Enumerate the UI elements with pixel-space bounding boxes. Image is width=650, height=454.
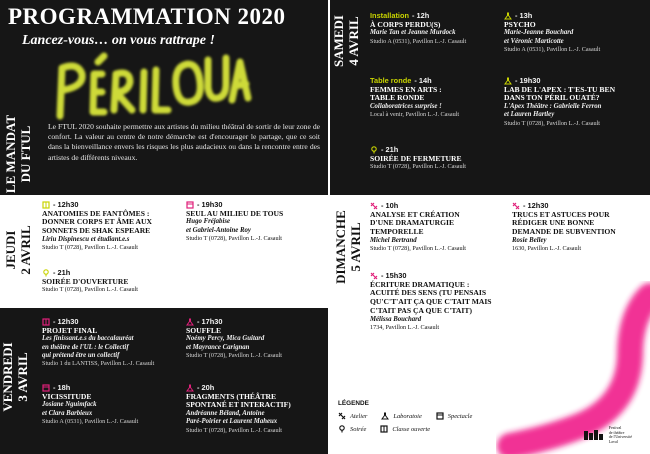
event-ecriture-dramatique: - 15h30 ÉCRITURE DRAMATIQUE : ACUITÉ DES SENS (TU PENSAIS QU'C'T'AIT ÇA QUE C'TAIT MAIS C'TAIT PAS ÇA QUE C'TAIT) Mélissa Bouchard 1734, Pavillon L.-J. Casault <box>370 271 492 331</box>
mandat-label: LE MANDAT DU FTUL <box>3 114 33 194</box>
event-a-corps-perdus: Installation - 12h À CORPS PERDU(S) Marie Tan et Jeanne Murdock Studio A (0531), Pavillon L.-J. Casault <box>370 11 467 45</box>
atelier-icon <box>338 412 346 420</box>
event-seul-au-milieu: - 19h30 SEUL AU MILIEU DE TOUS Hugo Fréjabise et Gabriel-Antoine Roy Studio T (0728), Pavillon L.-J. Casault <box>186 200 284 242</box>
vendredi-panel <box>0 308 328 454</box>
event-soiree-ouverture: - 21h SOIRÉE D'OUVERTURE Studio T (0728), Pavillon L.-J. Casault <box>42 268 139 294</box>
event-psycho: - 13h PSYCHO Marie-Jeanne Bouchard et Véronic Marticotte Studio A (0531), Pavillon L.-J. Casault <box>504 11 601 53</box>
classe-ouverte-icon <box>380 425 388 433</box>
laboratoire-icon <box>381 412 389 420</box>
samedi-panel <box>330 0 650 195</box>
spectacle-icon <box>436 412 444 420</box>
event-analyse-creation: - 10h ANALYSE ET CRÉATION D'UNE DRAMATURGIE TEMPORELLE Michel Bertrand Studio T (0728), Pavillon L.-J. Casault <box>370 201 467 253</box>
soiree-icon <box>338 425 346 433</box>
program-subtitle: Lancez-vous… on vous rattrape ! <box>22 33 215 48</box>
mandat-text: Le FTUL 2020 souhaite permettre aux artistes du milieu théâtral de sortir de leur zone de confort. La valeur au centre de notre démarche est d'encourager le partage, que ce soit dans la bienveillance envers les risques les plus audacieux ou dans la rencontre entre des artistes de différents niveaux. <box>48 122 320 162</box>
jeudi-panel <box>0 197 328 307</box>
mandat-panel <box>0 0 328 195</box>
peril-ouate-logo <box>48 44 258 124</box>
event-trucs-astuces: - 12h30 TRUCS ET ASTUCES POUR RÉDIGER UNE BONNE DEMANDE DE SUBVENTION Rosie Belley 1630, Pavillon L.-J. Casault <box>512 201 616 253</box>
event-fragments: - 20h FRAGMENTS (THÉÂTRE SPONTANÉ ET INTERACTIF) Andréanne Béland, Antoine Paré-Poirier et Laurent Maheux Studio T (0728), Pavillon L.-J. Casault <box>186 383 291 434</box>
dimanche-label: DIMANCHE 5 AVRIL <box>333 210 363 284</box>
event-anatomies: - 12h30 ANATOMIES DE FANTÔMES : DONNER CORPS ET ÂME AUX SONNETS DE SHAK ESPEARE Liriu Dispinescu et étudiant.e.s Studio T (0728), Pavillon L.-J. Casault <box>42 200 152 252</box>
event-projet-final: - 12h30 PROJET FINAL Les finissant.e.s du baccalauréat en théâtre de l'UL : le Collectif qui prétend être un collectif Studio 1 du LANTISS, Pavillon L.-J. Casault <box>42 317 155 367</box>
ftul-logo-mark <box>583 429 605 441</box>
program-title: PROGRAMMATION 2020 <box>8 4 286 29</box>
legend: LÉGENDE Atelier Laboratoie Spectacle Soirée Classe ouverte <box>338 400 473 433</box>
dimanche-panel <box>330 196 650 454</box>
event-vicissitude: - 18h VICISSITUDE Josiane Nguimfack et Clara Barbieux Studio A (0531), Pavillon L.-J. Casault <box>42 383 139 425</box>
event-soiree-fermeture: - 21h SOIRÉE DE FERMETURE Studio T (0728), Pavillon L.-J. Casault <box>370 145 467 171</box>
jeudi-label: JEUDI 2 AVRIL <box>3 225 33 275</box>
vendredi-label: VENDREDI 3 AVRIL <box>0 342 30 412</box>
event-femmes-en-arts: Table ronde - 14h FEMMES EN ARTS : TABLE RONDE Collaboratrices surprise ! Local à venir, Pavillon L.-J. Casault <box>370 76 460 119</box>
samedi-label: SAMEDI 4 AVRIL <box>331 15 361 68</box>
legend-title: LÉGENDE <box>338 400 369 407</box>
event-lab-apex: - 19h30 LAB DE L'APEX : T'ES-TU BEN DANS TON PÉRIL OUATÉ? L'Apex Théâtre : Gabrielle Ferron et Lauren Hartley Studio T (0728), Pavillon L.-J. Casault <box>504 76 616 127</box>
ftul-logo: Festival de théâtre de l'Université Laval <box>583 426 632 444</box>
event-souffle: - 17h30 SOUFFLE Noémy Percy, Mica Guitard et Mayrance Carignan Studio T (0728), Pavillon L.-J. Casault <box>186 317 283 359</box>
